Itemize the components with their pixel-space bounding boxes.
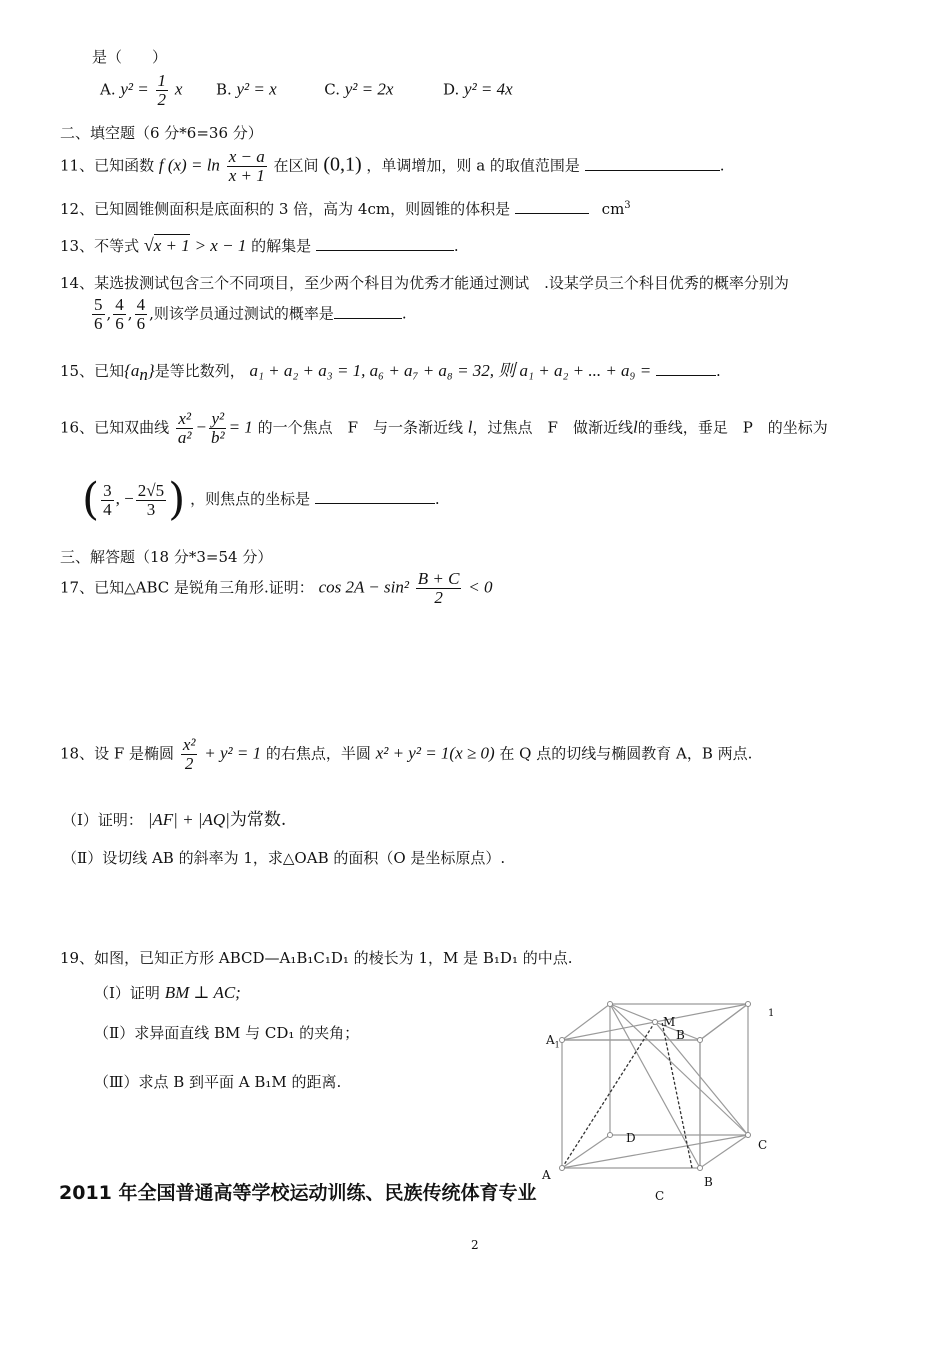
question-17 [60,570,492,607]
q12-answer-blank[interactable] [515,199,589,214]
fig-label-b: B [704,1175,713,1189]
hidden-edge-3 [562,1135,610,1168]
question-18-part1 [62,805,286,830]
section-fill-blank: 二、填空题（6 分*6=36 分） [60,124,263,142]
q16-p-frac1: $\frac{3}{4}$ [103,480,112,519]
q13-end: . [453,237,459,255]
q18-pre: 18、设 F 是椭圆 [60,744,175,763]
q11-answer-blank[interactable] [585,156,720,171]
dashed-am [562,1022,655,1168]
dashed-bm [662,1022,692,1168]
fig-label-c: C [655,1189,665,1203]
q15-expr: a₁ + a₂ + a₃ = 1, a₆ + a₇ + a₈ = 32, 则 a₁ + a₂ + ... + a₉ = [249,361,652,380]
q15-seq-close: } [147,361,155,380]
q15-seq: {a [124,361,140,380]
section-solutions: 三、解答题（18 分*3=54 分） [60,548,273,566]
q16-eq: = 1 [228,417,253,437]
question-14-line2: $\frac{5}{6}$ , $\frac{4}{6}$ , $\frac{4}{6}$ ,则该学员通过测试的概率是 . [94,295,407,333]
q16-post3: 的垂线，垂足 P 的坐标为 [637,418,828,437]
option-a-tail: x [174,79,183,99]
q16-p-frac2: $\frac{2√5}{3}$ [137,480,165,519]
q11-mid: 在区间 [273,156,319,175]
q14-frac-3: $\frac{4}{6}$ [136,295,146,333]
q15-answer-blank[interactable] [656,361,716,376]
q11-interval: (0,1) [323,153,362,176]
fig-label-a1: $A_1$ [546,1033,560,1050]
q14-end: . [401,304,407,323]
q10-tail: 是（ ） [92,48,168,66]
q17-text: 17、已知△ABC 是锐角三角形.证明： [60,578,314,597]
q16-frac-x: $\frac{\text{x²}}{\text{a²}}$ [177,409,192,447]
option-c-expr: y² = 2x [344,79,394,99]
q17-tail: < 0 [468,577,493,597]
q18-frac: $\frac{\text{x²}}{2}$ [182,735,196,773]
question-19: 19、如图，已知正方形 ABCD—A₁B₁C₁D₁ 的棱长为 1，M 是 B₁D₁ 的中点. [60,949,573,967]
fig-label-b1: B [676,1028,685,1042]
option-a-expr: y² = [120,79,149,99]
q18-eq: + y² = 1 [204,743,262,763]
fig-label-c1: C [758,1138,768,1152]
q14-frac-2: $\frac{4}{6}$ [115,295,124,333]
question-18-part2: （Ⅱ）设切线 AB 的斜率为 1，求△OAB 的面积（O 是坐标原点）. [62,849,506,867]
q19a-text: （Ⅰ）证明 [94,984,160,1002]
question-16-line2: ( $\frac{3}{4}$ , − $\frac{2√5}{3}$ ) ，则焦点的坐标是 . [82,474,440,525]
option-a-label: A. [100,80,116,99]
q15-mid: 是等比数列， [154,362,245,380]
q16-end: . [434,490,440,508]
diag-3 [610,1004,748,1135]
option-a-frac: $\frac{1}{2}$ [157,71,167,109]
question-13: 13、不等式 √x + 1 > x − 1 的解集是 . [60,235,459,255]
fig-label-a: A [542,1168,551,1182]
q15-pre: 15、已知 [60,362,125,380]
question-12 [60,198,631,219]
q14-frac-1: $\frac{5}{6}$ [94,295,103,333]
q12-text: 12、已知圆锥侧面积是底面积的 3 倍，高为 4cm，则圆锥的体积是 [60,200,511,218]
q13-post: 的解集是 [251,237,312,255]
q15-seq-sub: n [139,365,148,384]
question-14-line1: 14、某选拔测试包含三个不同项目，至少两个科目为优秀才能通过测试 .设某学员三个科目优秀的概率分别为 [60,274,789,292]
q11-func: f (x) = ln [158,155,220,175]
q17-frac: $\frac{B + C}{2}$ [417,569,460,607]
q16-l: l [467,417,473,437]
q16-minus: − [195,417,207,437]
page-number: 2 [471,1238,479,1252]
q16-line2-text: ，则焦点的坐标是 [190,490,311,508]
q16-post: 的一个焦点 F 与一条渐近线 [257,418,464,437]
q16-l2: l [632,417,638,437]
q13-answer-blank[interactable] [316,236,454,251]
question-19-part2: （Ⅱ）求异面直线 BM 与 CD₁ 的夹角； [94,1024,360,1042]
option-d-label: D. [442,80,460,99]
question-18 [60,736,752,773]
q16-pre: 16、已知双曲线 [60,418,170,437]
question-16-line1 [60,410,828,447]
q14-answer-blank[interactable] [334,304,402,319]
diag-ac [562,1135,748,1168]
q18a-text: （Ⅰ）证明： [62,811,143,829]
option-b-expr: y² = x [236,79,277,99]
question-15 [60,356,721,385]
next-paper-title: 2011 年全国普通高等学校运动训练、民族传统体育专业 [59,1182,537,1204]
q16-frac-y: $\frac{\text{y²}}{\text{b²}}$ [210,409,225,447]
q18a-expr: |AF| + |AQ| [147,810,230,829]
q16-answer-blank[interactable] [315,489,435,504]
fig-label-m: M [663,1015,676,1029]
q18-mid: 的右焦点，半圆 [265,744,371,763]
q12-unit-sup: 3 [624,200,631,211]
q11-pre: 11、已知函数 [60,156,155,175]
option-b-label: B. [215,80,232,99]
q19a-expr: BM ⊥ AC; [164,983,241,1002]
q13-ineq: > x − 1 [194,236,247,255]
option-c-label: C. [324,80,340,99]
q11-frac: $\frac{x - a}{x + 1}$ [228,147,265,185]
question-19-part1 [94,982,241,1003]
q13-pre: 13、不等式 [60,237,140,255]
q11-end: . [719,156,725,175]
question-11 [60,148,724,185]
q18a-tail: 为常数. [229,810,287,830]
q17-expr: cos 2A − sin² [318,577,409,597]
q10-options [100,72,513,109]
q13-radicand: x + 1 [153,236,190,255]
q14-post: ,则该学员通过测试的概率是 [149,304,334,323]
question-19-part3: （Ⅲ）求点 B 到平面 A B₁M 的距离. [94,1073,342,1091]
q15-end: . [715,362,721,380]
option-d-expr: y² = 4x [464,79,513,99]
q16-post2: ，过焦点 F 做渐近线 [472,418,633,437]
q18-circle: x² + y² = 1(x ≥ 0) [375,743,495,763]
q18-post: 在 Q 点的切线与椭圆教育 A，B 两点. [499,744,753,763]
fig-label-d: D [626,1131,636,1145]
q12-unit: cm [601,200,625,218]
q11-post: ，单调增加，则 a 的取值范围是 [366,156,580,175]
fig-label-1: 1 [768,1008,775,1019]
